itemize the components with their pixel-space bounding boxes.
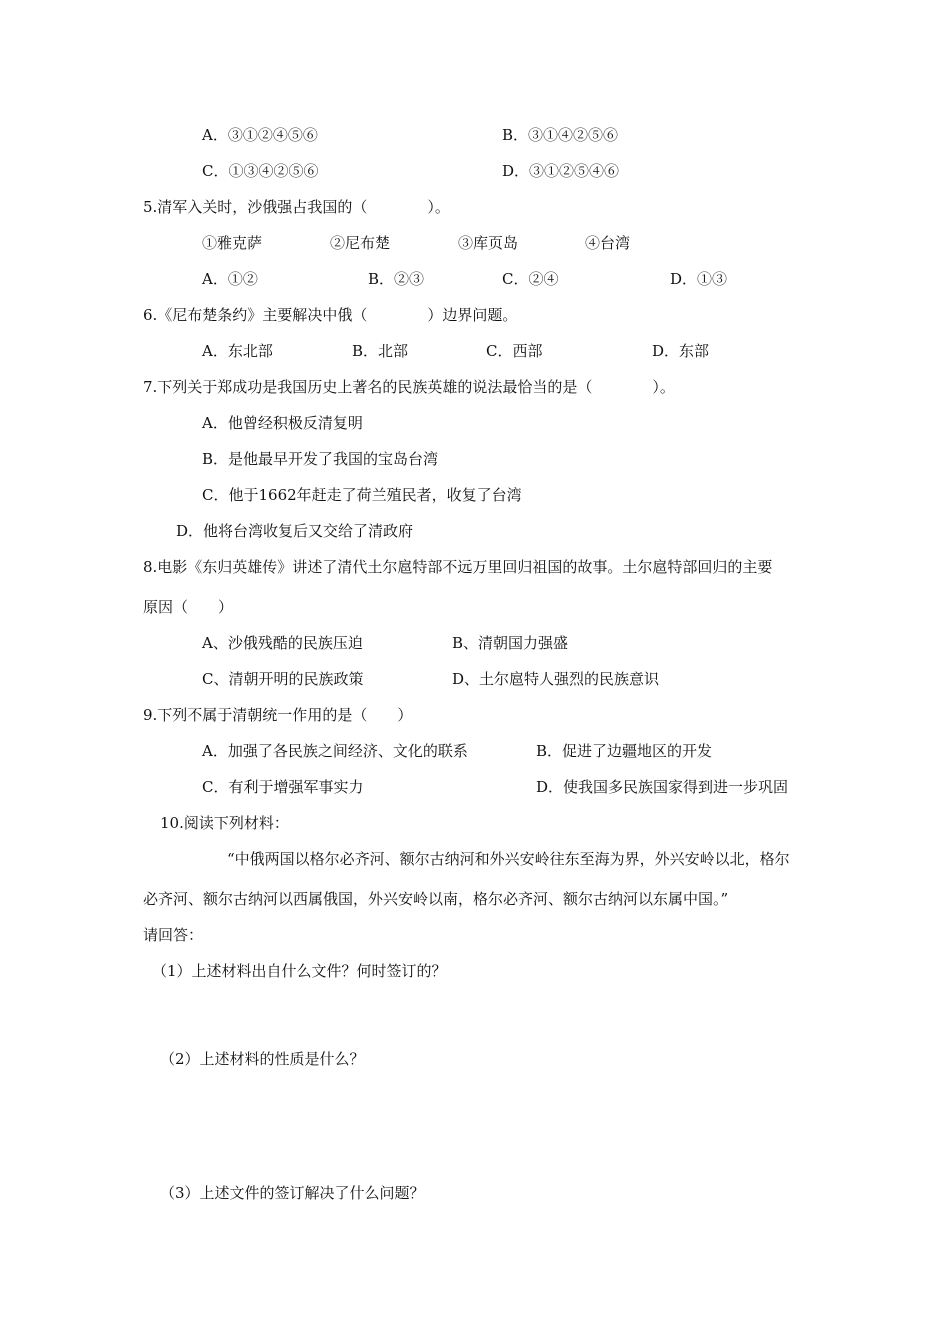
q5-item-3: ③库页岛 <box>458 234 519 252</box>
q10-material-line2: 必齐河、额尔古纳河以西属俄国，外兴安岭以南，格尔必齐河、额尔古纳河以东属中国。” <box>143 890 729 908</box>
q10-subquestion-2: （2）上述材料的性质是什么？ <box>160 1050 365 1068</box>
q5-stem: 5.清军入关时，沙俄强占我国的（ ）。 <box>143 198 450 216</box>
q5-option-d: D．①③ <box>670 270 728 288</box>
q6-option-c: C．西部 <box>486 342 543 360</box>
q8-option-c: C、清朝开明的民族政策 <box>202 670 364 688</box>
q6-stem: 6.《尼布楚条约》主要解决中俄（ ）边界问题。 <box>143 306 518 324</box>
q10-prompt: 请回答： <box>143 926 204 944</box>
q5-option-c: C．②④ <box>502 270 559 288</box>
q4-option-d: D．③①②⑤④⑥ <box>502 162 620 180</box>
q10-subquestion-1: （1）上述材料出自什么文件？何时签订的？ <box>152 962 447 980</box>
q7-option-b: B．是他最早开发了我国的宝岛台湾 <box>202 450 439 468</box>
q4-option-a: A．③①②④⑤⑥ <box>202 126 318 144</box>
q9-stem: 9.下列不属于清朝统一作用的是（ ） <box>143 706 413 724</box>
q10-subquestion-3: （3）上述文件的签订解决了什么问题？ <box>160 1184 425 1202</box>
q9-option-d: D．使我国多民族国家得到进一步巩固 <box>536 778 789 796</box>
q5-item-1: ①雅克萨 <box>202 234 263 252</box>
q8-stem-line2: 原因（ ） <box>143 598 234 616</box>
q7-option-a: A．他曾经积极反清复明 <box>202 414 363 432</box>
q8-option-b: B、清朝国力强盛 <box>452 634 569 652</box>
q8-stem-line1: 8.电影《东归英雄传》讲述了清代土尔扈特部不远万里回归祖国的故事。土尔扈特部回归的主要 <box>143 558 773 576</box>
q10-material-line1: “中俄两国以格尔必齐河、额尔古纳河和外兴安岭往东至海为界，外兴安岭以北，格尔 <box>227 850 790 868</box>
q6-option-d: D．东部 <box>652 342 710 360</box>
q5-item-4: ④台湾 <box>585 234 631 252</box>
q9-option-a: A．加强了各民族之间经济、文化的联系 <box>202 742 468 760</box>
q7-stem: 7.下列关于郑成功是我国历史上著名的民族英雄的说法最恰当的是（ ）。 <box>143 378 675 396</box>
q5-option-b: B．②③ <box>368 270 425 288</box>
q9-option-c: C．有利于增强军事实力 <box>202 778 364 796</box>
q9-option-b: B．促进了边疆地区的开发 <box>536 742 713 760</box>
q10-stem: 10.阅读下列材料： <box>160 814 289 832</box>
q6-option-a: A．东北部 <box>202 342 273 360</box>
q4-option-c: C．①③④②⑤⑥ <box>202 162 319 180</box>
q5-option-a: A．①② <box>202 270 258 288</box>
q7-option-c: C．他于1662年赶走了荷兰殖民者，收复了台湾 <box>202 486 522 504</box>
q8-option-d: D、土尔扈特人强烈的民族意识 <box>452 670 660 688</box>
q5-item-2: ②尼布楚 <box>330 234 391 252</box>
q8-option-a: A、沙俄残酷的民族压迫 <box>202 634 363 652</box>
q7-option-d: D．他将台湾收复后又交给了清政府 <box>176 522 414 540</box>
q4-option-b: B．③①④②⑤⑥ <box>502 126 619 144</box>
q6-option-b: B．北部 <box>352 342 409 360</box>
